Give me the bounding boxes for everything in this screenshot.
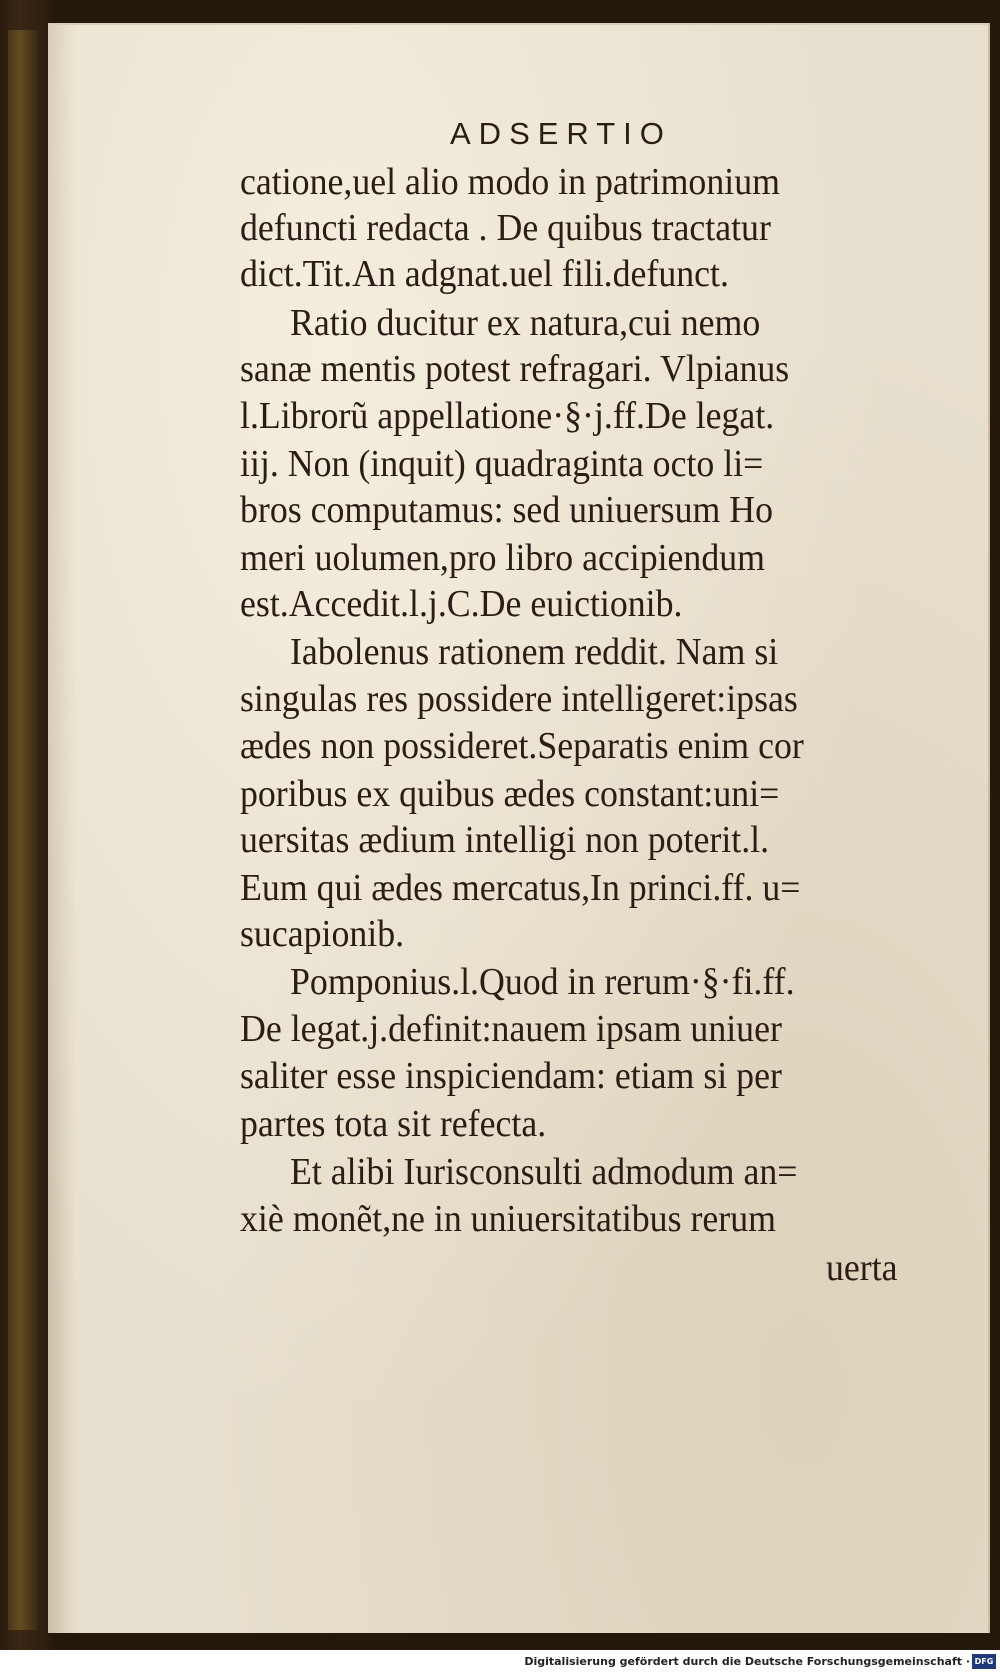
text-line: catione,uel alio modo in patrimonium xyxy=(240,161,780,203)
text-line: dict.Tit.An adgnat.uel fili.defunct. xyxy=(240,253,729,295)
book-binding-edge xyxy=(8,30,38,1630)
text-line: uersitas ædium intelligi non poterit.l. xyxy=(240,819,770,861)
text-line: sanæ mentis potest refragari. Vlpianus xyxy=(240,348,790,390)
text-line: singulas res possidere intelligeret:ipsas xyxy=(240,678,798,720)
funding-credit: Digitalisierung gefördert durch die Deutsche Forschungsgemeinschaft · xyxy=(524,1655,970,1668)
text-line: poribus ex quibus ædes constant:uni= xyxy=(240,773,780,815)
paragraph-first-line: Pomponius.l.Quod in rerum·§·fi.ff. xyxy=(290,961,795,1003)
text-line: defuncti redacta . De quibus tractatur xyxy=(240,207,771,249)
text-line: De legat.j.definit:nauem ipsam uniuer xyxy=(240,1008,782,1050)
paragraph-first-line: Ratio ducitur ex natura,cui nemo xyxy=(290,302,761,344)
text-line: partes tota sit refecta. xyxy=(240,1103,547,1145)
text-line: iij. Non (inquit) quadraginta octo li= xyxy=(240,443,764,485)
text-line: l.Librorũ appellatione·§·j.ff.De legat. xyxy=(240,395,775,437)
paragraph-first-line: Et alibi Iurisconsulti admodum an= xyxy=(290,1151,798,1193)
text-line: bros computamus: sed uniuersum Ho xyxy=(240,489,774,531)
text-line: meri uolumen,pro libro accipiendum xyxy=(240,537,765,579)
text-line: saliter esse inspiciendam: etiam si per xyxy=(240,1055,782,1097)
text-line: sucapionib. xyxy=(240,913,405,955)
text-line: xiè monẽt,ne in uniuersitatibus rerum xyxy=(240,1198,776,1240)
text-line: ædes non possideret.Separatis enim cor xyxy=(240,725,804,767)
running-head: ADSERTIO xyxy=(450,116,672,151)
dfg-logo: DFG xyxy=(972,1654,996,1669)
text-line: est.Accedit.l.j.C.De euictionib. xyxy=(240,583,683,625)
footer-bar xyxy=(0,1650,1000,1675)
paragraph-first-line: Iabolenus rationem reddit. Nam si xyxy=(290,631,779,673)
text-line: Eum qui ædes mercatus,In princi.ff. u= xyxy=(240,867,801,909)
catchword: uerta xyxy=(826,1247,898,1289)
